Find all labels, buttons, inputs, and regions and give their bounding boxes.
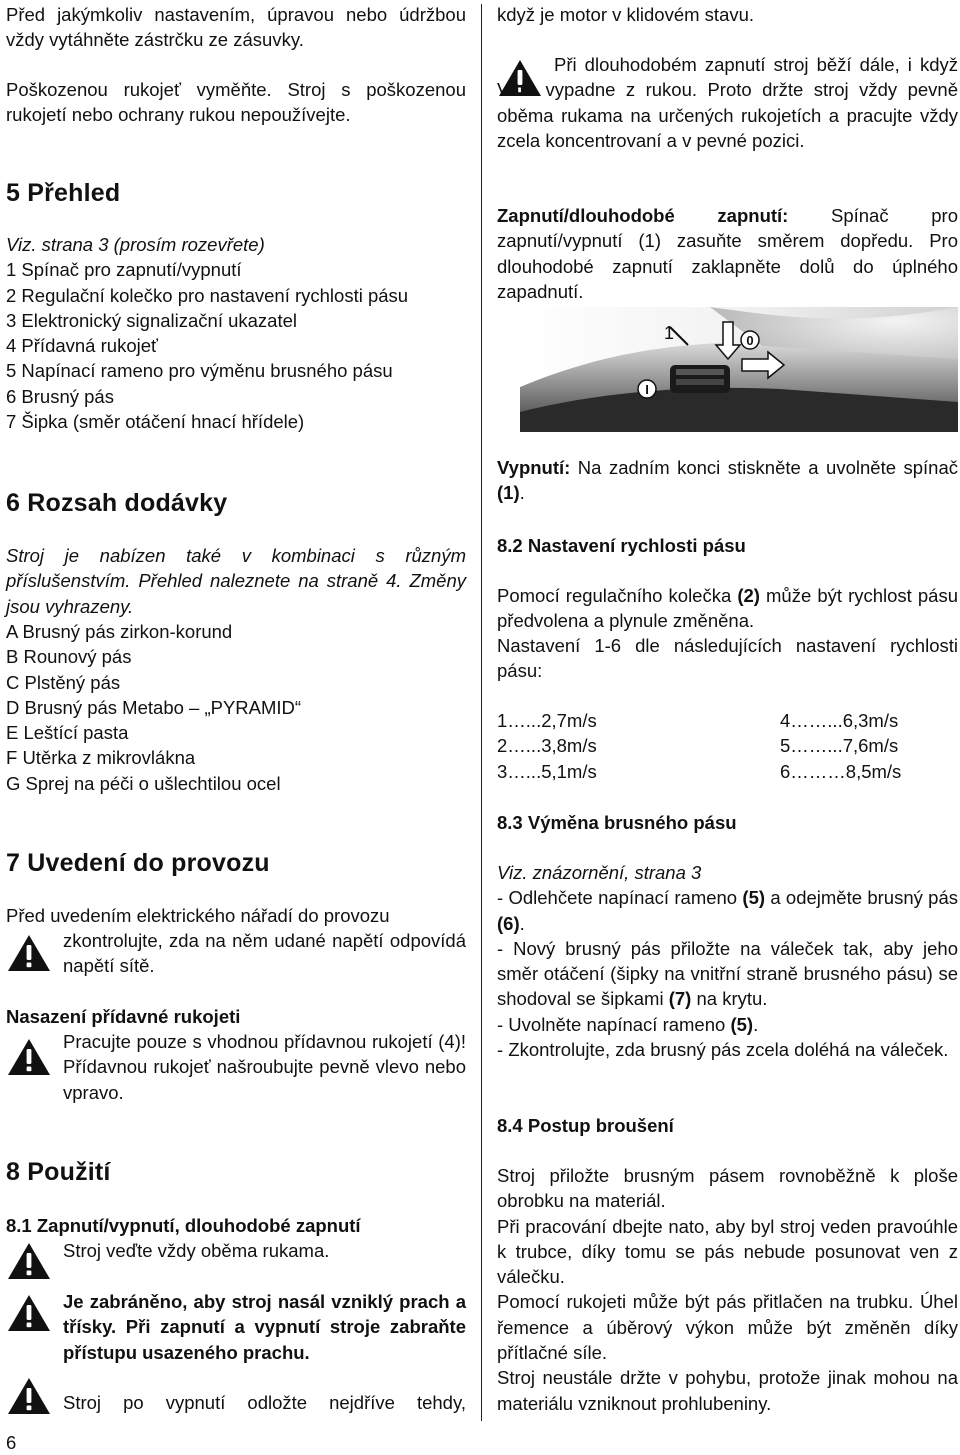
list-item: B Rounový pás [6,646,132,668]
subsection-8-1-title: 8.1 Zapnutí/vypnutí, dlouhodobé zapnutí [6,1215,361,1236]
switch-photo [520,307,958,432]
section-5-list [6,232,408,434]
warning-icon [6,933,52,973]
section-8-title: 8 Použití [6,1158,111,1186]
warning-icon [6,1376,52,1416]
speed-entry: 1…...2,7m/s [497,710,597,731]
list-item: 1 Spínač pro zapnutí/vypnutí [6,259,242,281]
intro-paragraph-1: Před jakýmkoliv nastavením, úpravou nebo údržbou vždy vytáhněte zástrčku ze zásuvky. [6,4,466,51]
speed-paragraph-1: Pomocí regulačního kolečka (2) může být rychlost pásu předvolena a plynule změněna. [497,585,958,632]
callout-label-0: 0 [746,333,754,348]
section-6-list [6,619,301,796]
grinding-paragraph-3: Pomocí rukojeti může být pás přitlačen na trubku. Úhel řemence a úběrový výkon může být změněn díky přítlačné síle. [497,1291,958,1364]
switch-paragraph [497,203,958,304]
off-paragraph: Vypnutí: Na zadním konci stiskněte a uvolněte spínač (1). [497,457,958,504]
column-divider [481,4,482,1421]
section-7-title: 7 Uvedení do provozu [6,849,270,877]
list-item: C Plstěný pás [6,671,121,693]
list-item: 6 Brusný pás [6,385,114,407]
off-ref: (1) [497,482,520,504]
warning-text: Stroj po vypnutí odložte nejdříve tehdy, [63,1392,466,1413]
page-number: 6 [6,1432,17,1453]
switch-label: Zapnutí/dlouhodobé zapnutí: [497,205,789,226]
speed-entry: 5……...7,6m/s [780,735,899,757]
section-5-reference: Viz. strana 3 (prosím rozevřete) [6,234,265,255]
speed-entry: 2…...3,8m/s [497,735,597,757]
step-2: - Nový brusný pás přiložte na váleček tak, aby jeho směr otáčení (šipky na vnitřní straně brusného pásu) se shodoval se šipkami (7) na krytu. [497,937,958,1010]
list-item: 2 Regulační kolečko pro nastavení rychlosti pásu [6,284,409,306]
subsection-8-4-title: 8.4 Postup broušení [497,1115,674,1136]
warning-text: Pracujte pouze s vhodnou přídavnou rukojetí (4)! Přídavnou rukojeť našroubujte pevně vlevo nebo vpravo. [63,1031,466,1103]
speed-entry: 3…...5,1m/s [497,760,597,782]
speed-entry: 6………8,5m/s [780,760,902,782]
subsection-8-2-title: 8.2 Nastavení rychlosti pásu [497,535,746,556]
warning-both-hands [6,1238,466,1263]
continued-text: když je motor v klidovém stavu. [497,4,755,25]
step-1: - Odlehčete napínací rameno (5) a odejměte brusný pás (6). [497,887,958,934]
intro-paragraph-2: Poškozenou rukojeť vyměňte. Stroj s poškozenou rukojetí nebo ochrany rukou nepoužívejte. [6,79,466,126]
warning-icon [6,1293,52,1333]
grinding-paragraph-4: Stroj neustále držte v pohybu, protože jinak mohou na materiálu vzniknout prohlubeniny. [497,1367,958,1414]
warning-icon [6,1241,52,1281]
section-7-lead: Před uvedením elektrického nářadí do provozu [6,905,390,926]
section-6-text: Stroj je nabízen také v kombinaci s různým příslušenstvím. Přehled naleznete na straně 4. Změny jsou vyhrazeny. [6,545,466,617]
warning-dust [6,1289,466,1365]
list-item: E Leštící pasta [6,722,129,744]
speed-entry: 4……...6,3m/s [780,710,899,731]
warning-text: Je zabráněno, aby stroj nasál vzniklý prach a třísky. Při zapnutí a vypnutí stroje zabraňte přístupu usazeného prachu. [63,1291,466,1363]
list-item: 4 Přídavná rukojeť [6,335,158,357]
callout-label-1: 1 [664,323,675,343]
step-4: - Zkontrolujte, zda brusný pás zcela doléhá na váleček. [497,1039,949,1061]
grinding-paragraph-2: Při pracování dbejte nato, aby byl stroj veden pravoúhle k trubce, díky tomu se pás nebude posunovat ven z válečku. [497,1215,958,1288]
switch-illustration [520,307,958,432]
speed-table [497,708,958,784]
section-5-title: 5 Přehled [6,179,121,207]
callout-label-I: I [645,382,649,397]
step-3: - Uvolněte napínací rameno (5). [497,1013,759,1035]
warning-text: Při dlouhodobém zapnutí stroj běží dále, i když Vám vypadne z rukou. Proto držte stroj vždy pevně oběma rukama na určených rukojetích a pracujte vždy zcela koncentrovaní a v pevné pozici. [497,54,958,151]
warning-put-down [6,1390,466,1415]
speed-paragraph-2: Nastavení 1-6 dle následujících nastavení rychlosti pásu: [497,635,958,682]
off-label: Vypnutí: [497,457,571,478]
grinding-paragraph-1: Stroj přiložte brusným pásem rovnoběžně k ploše obrobku na materiál. [497,1165,958,1212]
switch-text: Spínač pro zapnutí/vypnutí (1) zasuňte směrem dopředu. Pro dlouhodobé zapnutí zaklapněte dolů do úplného zapadnutí. [497,205,958,302]
list-item: F Utěrka z mikrovlákna [6,747,196,769]
section-8-3-reference: Viz. znázornění, strana 3 [497,862,702,883]
warning-voltage [6,928,466,979]
warning-text: Stroj veďte vždy oběma rukama. [63,1240,330,1261]
list-item: A Brusný pás zirkon-korund [6,621,233,642]
section-6-title: 6 Rozsah dodávky [6,489,228,517]
subsection-handle-title: Nasazení přídavné rukojeti [6,1006,241,1027]
list-item: 3 Elektronický signalizační ukazatel [6,309,298,331]
warning-icon [6,1037,52,1077]
warning-handle [6,1029,466,1105]
section-8-4-body [497,1163,958,1416]
list-item: 7 Šipka (směr otáčení hnací hřídele) [6,411,305,433]
warning-text: zkontrolujte, zda na něm udané napětí odpovídá napětí sítě. [63,930,466,977]
section-8-3-body [497,860,958,1062]
list-item: 5 Napínací rameno pro výměnu brusného pásu [6,360,393,382]
list-item: G Sprej na péči o ušlechtilou ocel [6,772,281,794]
list-item: D Brusný pás Metabo – „PYRAMID“ [6,696,302,718]
subsection-8-3-title: 8.3 Výměna brusného pásu [497,812,737,833]
